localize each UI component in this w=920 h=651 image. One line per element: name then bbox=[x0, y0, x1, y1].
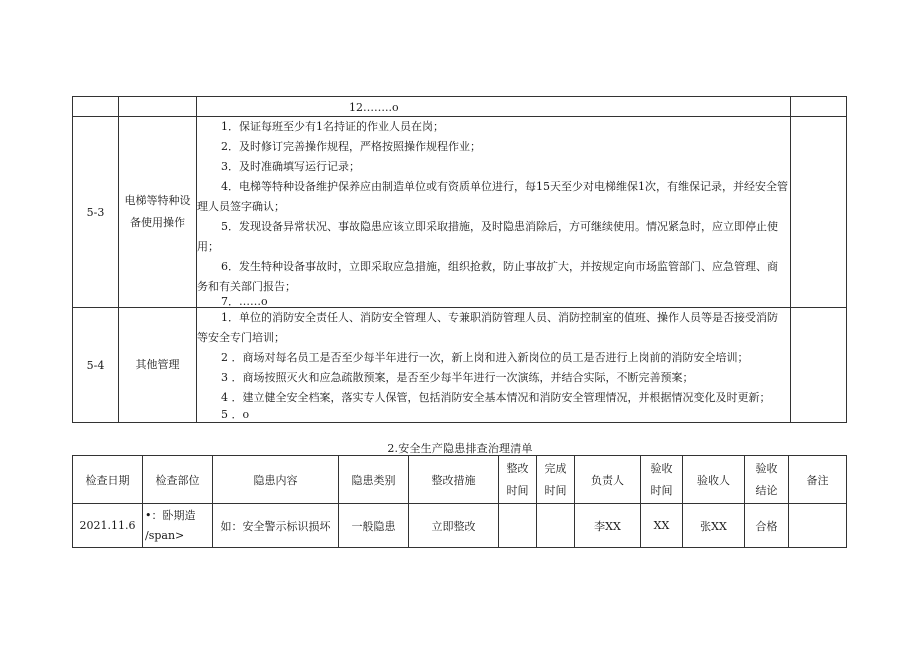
cell-category: 一般隐患 bbox=[339, 504, 409, 548]
cell-owner: 李XX bbox=[575, 504, 641, 548]
header-measure: 整改措施 bbox=[409, 456, 499, 504]
cell-rect-time bbox=[499, 504, 537, 548]
header-line: 时间 bbox=[544, 483, 567, 497]
item-text: 4 ．建立健全安全档案，落实专人保管，包括消防安全基本情况和消防安全管理情况，并根据情况变化及时更新； bbox=[221, 391, 771, 404]
header-owner: 负责人 bbox=[575, 456, 641, 504]
cell-items bbox=[197, 117, 791, 308]
header-line: 验收 bbox=[650, 461, 673, 475]
cell-items bbox=[197, 308, 791, 423]
item-text: 3．及时准确填写运行记录； bbox=[221, 160, 360, 173]
item-text: 4．电梯等特种设备维护保养应由制造单位或有资质单位进行，每15天至少对电梯维保1次，有维保记录，并经安全管理人员签字确认； bbox=[197, 180, 788, 213]
item-text: 1．单位的消防安全责任人、消防安全管理人、专兼职消防管理人员、消防控制室的值班、操作人员等是否接受消防等安全专门培训； bbox=[197, 311, 778, 344]
item-text: 12……..o bbox=[349, 101, 399, 114]
header-date: 检查日期 bbox=[73, 456, 143, 504]
item-text: 5 ．o bbox=[221, 408, 250, 421]
cell-dept bbox=[143, 504, 213, 548]
header-line: 时间 bbox=[506, 483, 529, 497]
header-done-time bbox=[537, 456, 575, 504]
item-text: 2 ．商场对每名员工是否至少每半年进行一次，新上岗和进入新岗位的员工是否进行上岗前的消防安全培训； bbox=[221, 351, 749, 364]
cell-content: 如：安全警示标识损坏 bbox=[213, 504, 339, 548]
header-line: 整改 bbox=[506, 461, 529, 475]
header-line: 完成 bbox=[544, 461, 567, 475]
cell-name bbox=[119, 97, 197, 117]
cell-no bbox=[73, 97, 119, 117]
header-acc-time bbox=[641, 456, 683, 504]
item-text: 3 ．商场按照灭火和应急疏散预案，是否至少每半年进行一次演练，并结合实际，不断完善预案； bbox=[221, 371, 694, 384]
cell-line: •：卧期造 bbox=[145, 508, 196, 522]
cell-end bbox=[791, 117, 847, 308]
header-rect-time bbox=[499, 456, 537, 504]
item-text: 6．发生特种设备事故时，立即采取应急措施，组织抢救，防止事故扩大，并按规定向市场监管部门、应急管理、商务和有关部门报告； bbox=[197, 260, 778, 293]
list-caption: 2.安全生产隐患排查治理清单 bbox=[387, 442, 533, 455]
hazard-list-table bbox=[72, 455, 847, 548]
table-row bbox=[73, 504, 847, 548]
cell-no: 5-3 bbox=[73, 117, 119, 308]
item-text: 5．发现设备异常状况、事故隐患应该立即采取措施，及时隐患消除后，方可继续使用。情况紧急时，应立即停止使用； bbox=[197, 220, 778, 253]
header-remark: 备注 bbox=[789, 456, 847, 504]
cell-done-time bbox=[537, 504, 575, 548]
item-text: 7．……o bbox=[221, 297, 268, 307]
table-row bbox=[73, 97, 847, 117]
header-category: 隐患类别 bbox=[339, 456, 409, 504]
header-dept: 检查部位 bbox=[143, 456, 213, 504]
item-text: 1．保证每班至少有1名持证的作业人员在岗； bbox=[221, 120, 444, 133]
cell-measure: 立即整改 bbox=[409, 504, 499, 548]
cell-line: /span> bbox=[145, 528, 185, 542]
cell-name: 电梯等特种设备使用操作 bbox=[119, 117, 197, 308]
cell-conclusion: 合格 bbox=[745, 504, 789, 548]
table-row bbox=[73, 117, 847, 308]
item-text: 2．及时修订完善操作规程，严格按照操作规程作业； bbox=[221, 140, 481, 153]
header-line: 验收 bbox=[755, 461, 778, 475]
header-content: 隐患内容 bbox=[213, 456, 339, 504]
header-acceptor: 验收人 bbox=[683, 456, 745, 504]
safety-management-table bbox=[72, 96, 847, 423]
cell-no: 5-4 bbox=[73, 308, 119, 423]
cell-remark bbox=[789, 504, 847, 548]
header-row bbox=[73, 456, 847, 504]
header-conclusion bbox=[745, 456, 789, 504]
cell-acceptor: 张XX bbox=[683, 504, 745, 548]
table-row bbox=[73, 308, 847, 423]
cell-name: 其他管理 bbox=[119, 308, 197, 423]
cell-acc-time: XX bbox=[641, 504, 683, 548]
cell-date: 2021.11.6 bbox=[73, 504, 143, 548]
cell-end bbox=[791, 308, 847, 423]
header-line: 结论 bbox=[755, 483, 778, 497]
header-line: 时间 bbox=[650, 483, 673, 497]
cell-items bbox=[197, 97, 791, 117]
cell-end bbox=[791, 97, 847, 117]
